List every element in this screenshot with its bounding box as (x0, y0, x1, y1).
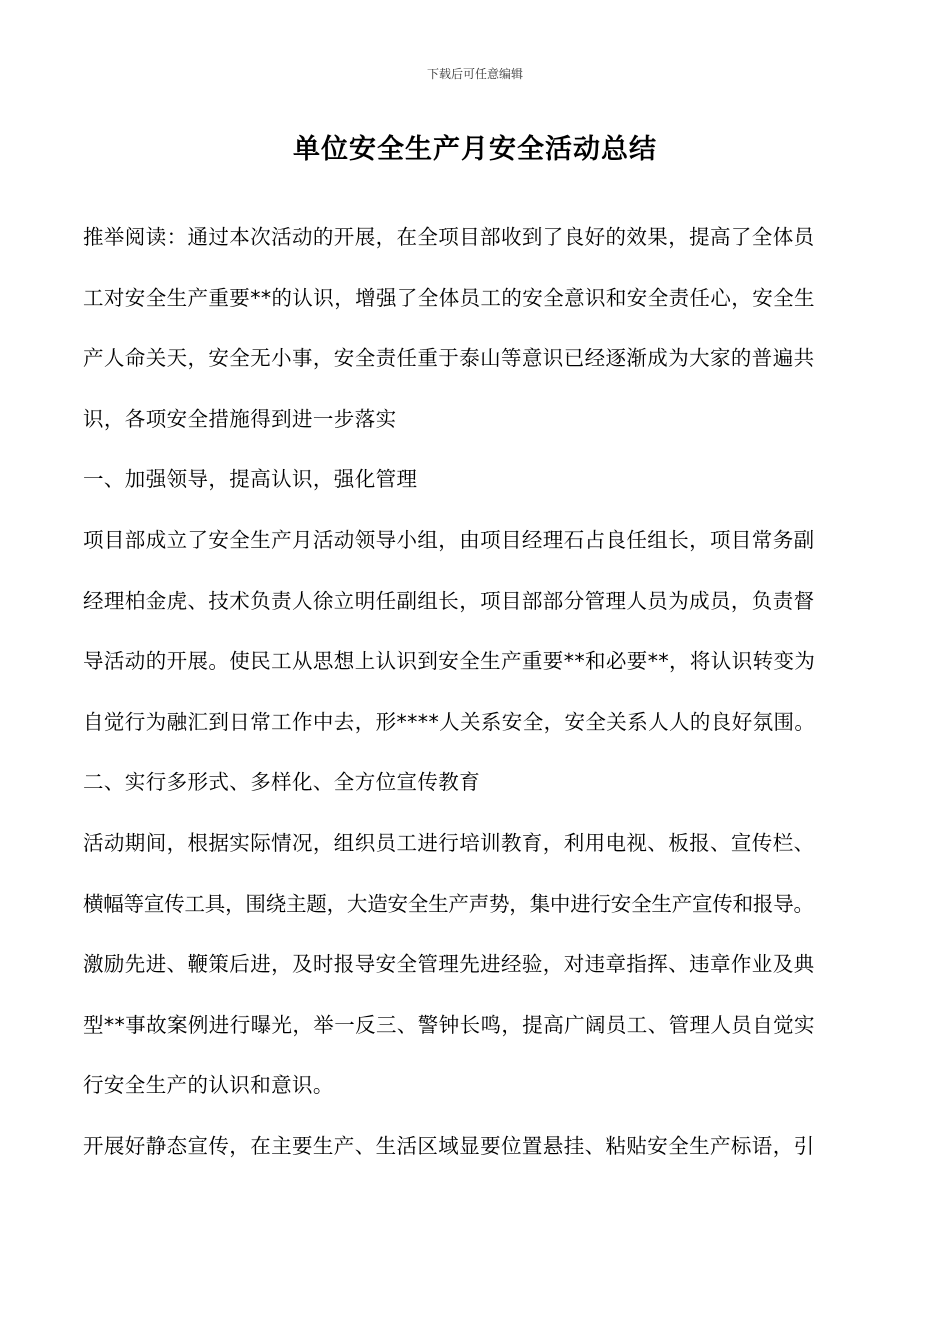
paragraph-line: 工对安全生产重要**的认识，增强了全体员工的安全意识和安全责任心，安全生 (83, 285, 815, 310)
paragraph-line: 经理柏金虎、技术负责人徐立明任副组长，项目部部分管理人员为成员，负责督 (83, 588, 815, 613)
document-title: 单位安全生产月安全活动总结 (293, 134, 657, 165)
paragraph-line: 行安全生产的认识和意识。 (83, 1073, 334, 1098)
document-body (83, 218, 883, 1188)
paragraph-line: 型**事故案例进行曝光，举一反三、警钟长鸣，提高广阔员工、管理人员自觉实 (83, 1012, 815, 1037)
paragraph-line: 激励先进、鞭策后进，及时报导安全管理先进经验，对违章指挥、违章作业及典 (83, 952, 815, 977)
paragraph-line: 项目部成立了安全生产月活动领导小组，由项目经理石占良任组长，项目常务副 (83, 527, 815, 552)
paragraph-line: 活动期间，根据实际情况，组织员工进行培训教育，利用电视、板报、宣传栏、 (83, 830, 815, 855)
paragraph-line: 产人命关天，安全无小事，安全责任重于泰山等意识已经逐渐成为大家的普遍共 (83, 346, 815, 371)
paragraph-line: 识，各项安全措施得到进一步落实 (83, 406, 397, 431)
page-header-note: 下载后可任意编辑 (426, 67, 523, 81)
paragraph-line: 自觉行为融汇到日常工作中去，形****人关系安全，安全关系人人的良好氛围。 (83, 709, 816, 734)
paragraph-line: 横幅等宣传工具，围绕主题，大造安全生产声势，集中进行安全生产宣传和报导。 (83, 891, 814, 916)
paragraph-line: 推举阅读：通过本次活动的开展，在全项目部收到了良好的效果，提高了全体员 (83, 225, 815, 249)
section-heading: 二、实行多形式、多样化、全方位宣传教育 (83, 770, 481, 795)
section-heading: 一、加强领导，提高认识，强化管理 (83, 467, 418, 492)
paragraph-line: 开展好静态宣传，在主要生产、生活区域显要位置悬挂、粘贴安全生产标语，引 (83, 1133, 815, 1158)
paragraph-line: 导活动的开展。使民工从思想上认识到安全生产重要**和必要**，将认识转变为 (83, 649, 816, 674)
